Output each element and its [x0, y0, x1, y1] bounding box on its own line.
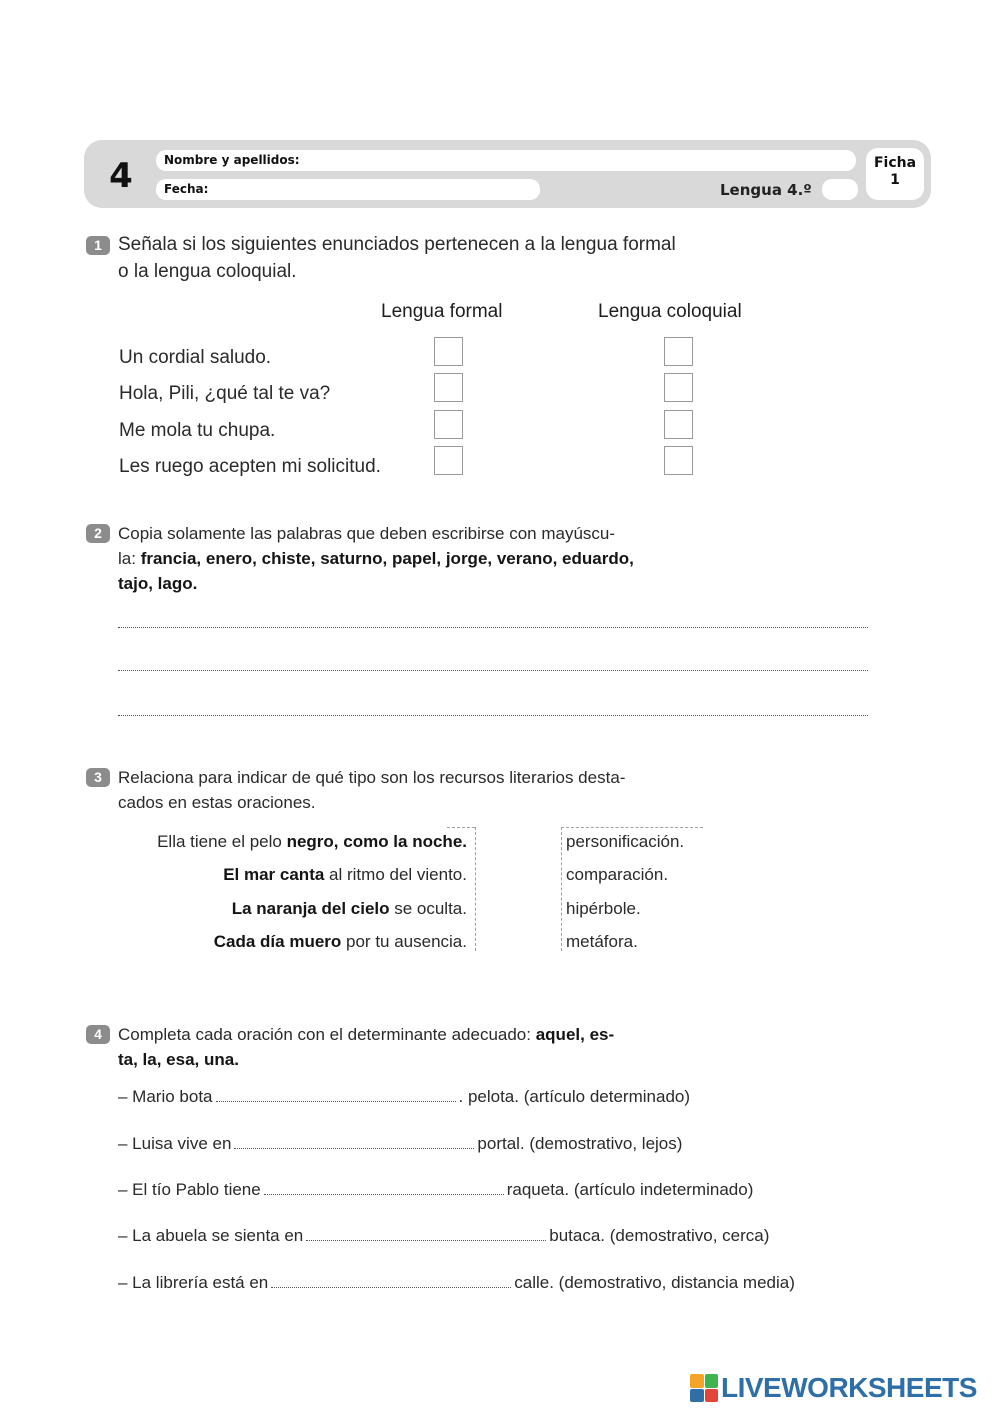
blank-input[interactable]	[216, 1088, 456, 1102]
exercise-3-instruction	[118, 765, 625, 815]
word-list: ta, la, esa, una.	[118, 1050, 239, 1069]
sentence-start: – El tío Pablo tiene	[118, 1180, 261, 1199]
sentence-text: se oculta.	[389, 899, 467, 918]
sentence-text: al ritmo del viento.	[324, 865, 467, 884]
name-field[interactable]	[156, 150, 856, 171]
word-list: aquel, es-	[535, 1025, 615, 1044]
answer-line-2[interactable]	[118, 670, 868, 671]
blank-input[interactable]	[234, 1135, 474, 1149]
resource-item[interactable]: personificación.	[566, 832, 685, 851]
exercise-2-instruction	[118, 521, 634, 596]
instruction-line	[118, 1047, 614, 1072]
word-list: tajo, lago.	[118, 574, 198, 593]
instruction-line: Copia solamente las palabras que deben escribirse con mayúscu-	[118, 524, 616, 543]
highlighted-text: El mar canta	[223, 865, 325, 884]
sentence-item[interactable]	[232, 899, 467, 919]
answer-line-3[interactable]	[118, 715, 868, 716]
sentence-end: portal. (demostrativo, lejos)	[477, 1134, 683, 1153]
name-label: Nombre y apellidos:	[164, 153, 300, 167]
resource-item[interactable]: hipérbole.	[566, 899, 641, 918]
exercise-1-badge: 1	[86, 236, 110, 255]
exercise-2-badge: 2	[86, 524, 110, 543]
checkbox-coloquial-2[interactable]	[664, 373, 693, 402]
instruction-text: Completa cada oración con el determinante adecuado:	[118, 1025, 536, 1044]
checkbox-formal-4[interactable]	[434, 446, 463, 475]
checkbox-coloquial-4[interactable]	[664, 446, 693, 475]
fill-sentence	[118, 1134, 682, 1154]
highlighted-text: negro, como la noche.	[286, 832, 467, 851]
exercise-4-instruction	[118, 1022, 614, 1072]
column-coloquial: Lengua coloquial	[598, 301, 742, 322]
highlighted-text: La naranja del cielo	[231, 899, 390, 918]
logo-icon	[690, 1374, 718, 1402]
ficha-label: Ficha	[873, 155, 917, 171]
fill-sentence	[118, 1180, 753, 1200]
checkbox-coloquial-3[interactable]	[664, 410, 693, 439]
instruction-line	[118, 546, 634, 571]
sentence-text: Ella tiene el pelo	[157, 832, 287, 851]
word-list: francia, enero, chiste, saturno, papel, jorge, verano, eduardo,	[140, 549, 634, 568]
instruction-line	[118, 571, 634, 596]
sentence-start: – La abuela se sienta en	[118, 1226, 304, 1245]
sentence-text: por tu ausencia.	[341, 932, 467, 951]
resource-item[interactable]: metáfora.	[566, 932, 638, 951]
instruction-line: Señala si los siguientes enunciados pertenecen a la lengua formal	[118, 234, 676, 255]
logo-text: LIVEWORKSHEETS	[721, 1372, 977, 1403]
divider	[475, 827, 476, 951]
blank-input[interactable]	[271, 1274, 511, 1288]
checkbox-formal-1[interactable]	[434, 337, 463, 366]
blank-input[interactable]	[264, 1181, 504, 1195]
sentence-end: butaca. (demostrativo, cerca)	[549, 1226, 770, 1245]
checkbox-coloquial-1[interactable]	[664, 337, 693, 366]
divider	[447, 827, 475, 828]
fill-sentence	[118, 1273, 795, 1293]
liveworksheets-logo	[690, 1372, 977, 1404]
ficha-number: 1	[890, 172, 900, 188]
sentence-item[interactable]	[223, 865, 467, 885]
statement-label: Hola, Pili, ¿qué tal te va?	[119, 383, 331, 404]
sentence-start: – Mario bota	[118, 1087, 213, 1106]
divider	[561, 827, 703, 828]
instruction-line: o la lengua coloquial.	[118, 261, 297, 282]
resource-item[interactable]: comparación.	[566, 865, 669, 884]
subject-label: Lengua 4.º	[720, 181, 812, 199]
sentence-end: . pelota. (artículo determinado)	[458, 1087, 691, 1106]
date-label: Fecha:	[164, 182, 209, 196]
sentence-end: raqueta. (artículo indeterminado)	[506, 1180, 754, 1199]
sentence-start: – Luisa vive en	[118, 1134, 232, 1153]
exercise-4-badge: 4	[86, 1025, 110, 1044]
sentence-item[interactable]	[157, 832, 467, 852]
unit-number: 4	[109, 156, 133, 196]
blank-input[interactable]	[306, 1227, 546, 1241]
instruction-line: Relaciona para indicar de qué tipo son los recursos literarios desta-	[118, 768, 626, 787]
sentence-end: calle. (demostrativo, distancia media)	[514, 1273, 795, 1292]
checkbox-formal-3[interactable]	[434, 410, 463, 439]
checkbox-formal-2[interactable]	[434, 373, 463, 402]
divider	[561, 827, 562, 951]
fill-sentence	[118, 1226, 769, 1246]
answer-line-1[interactable]	[118, 627, 868, 628]
grade-field[interactable]	[822, 179, 858, 200]
statement-label: Me mola tu chupa.	[119, 420, 276, 441]
statement-label: Un cordial saludo.	[119, 347, 272, 368]
column-formal: Lengua formal	[381, 301, 503, 322]
highlighted-text: Cada día muero	[213, 932, 342, 951]
exercise-3-badge: 3	[86, 768, 110, 787]
instruction-line	[118, 1022, 614, 1047]
instruction-prefix: la:	[118, 549, 141, 568]
date-field[interactable]	[156, 179, 540, 200]
statement-label: Les ruego acepten mi solicitud.	[119, 456, 381, 477]
exercise-1-instruction	[118, 231, 676, 285]
fill-sentence	[118, 1087, 690, 1107]
instruction-line: cados en estas oraciones.	[118, 793, 316, 812]
sentence-item[interactable]	[214, 932, 467, 952]
ficha-box	[866, 148, 924, 200]
sentence-start: – La librería está en	[118, 1273, 269, 1292]
